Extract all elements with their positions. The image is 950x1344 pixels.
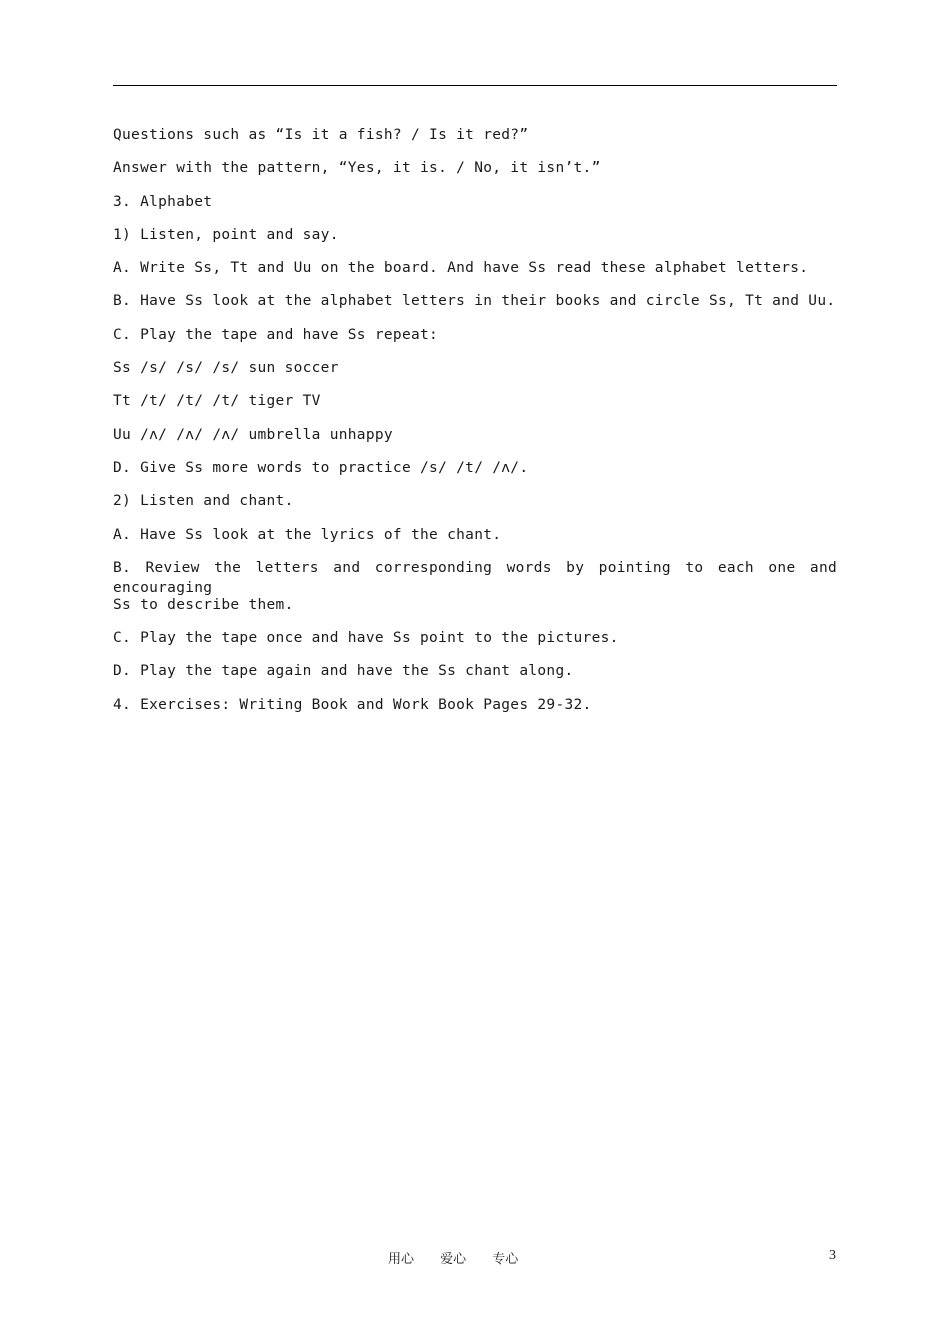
text-line: C. Play the tape once and have Ss point to the pictures. [113, 630, 619, 647]
phonics-line: Uu /ʌ/ /ʌ/ /ʌ/ umbrella unhappy [113, 426, 393, 443]
phonics-line: Tt /t/ /t/ /t/ tiger TV [113, 393, 321, 410]
header-rule [113, 85, 837, 86]
subsection-heading: 1) Listen, point and say. [113, 226, 339, 243]
text-line: B. Review the letters and corresponding words by pointing to each one and encouraging [113, 559, 837, 596]
page-number: 3 [829, 1248, 836, 1263]
text-line: Questions such as “Is it a fish? / Is it red?” [113, 127, 529, 143]
text-line: A. Have Ss look at the lyrics of the chant. [113, 526, 502, 543]
document-body [113, 125, 837, 728]
page-footer [0, 1248, 950, 1268]
footer-motto: 用心 爱心 专心 [388, 1252, 519, 1267]
text-line: C. Play the tape and have Ss repeat: [113, 326, 439, 343]
text-line: D. Give Ss more words to practice /s/ /t/ /ʌ/. [113, 459, 529, 476]
text-line: Ss to describe them. [113, 596, 294, 613]
text-line: Answer with the pattern, “Yes, it is. / No, it isn’t.” [113, 160, 601, 177]
text-line: A. Write Ss, Tt and Uu on the board. And have Ss read these alphabet letters. [113, 260, 809, 277]
phonics-line: Ss /s/ /s/ /s/ sun soccer [113, 360, 339, 377]
text-line: B. Have Ss look at the alphabet letters in their books and circle Ss, Tt and Uu. [113, 293, 836, 310]
section-heading: 4. Exercises: Writing Book and Work Book Pages 29-32. [113, 696, 592, 713]
section-heading: 3. Alphabet [113, 193, 213, 210]
text-line: D. Play the tape again and have the Ss chant along. [113, 663, 574, 680]
subsection-heading: 2) Listen and chant. [113, 493, 294, 510]
